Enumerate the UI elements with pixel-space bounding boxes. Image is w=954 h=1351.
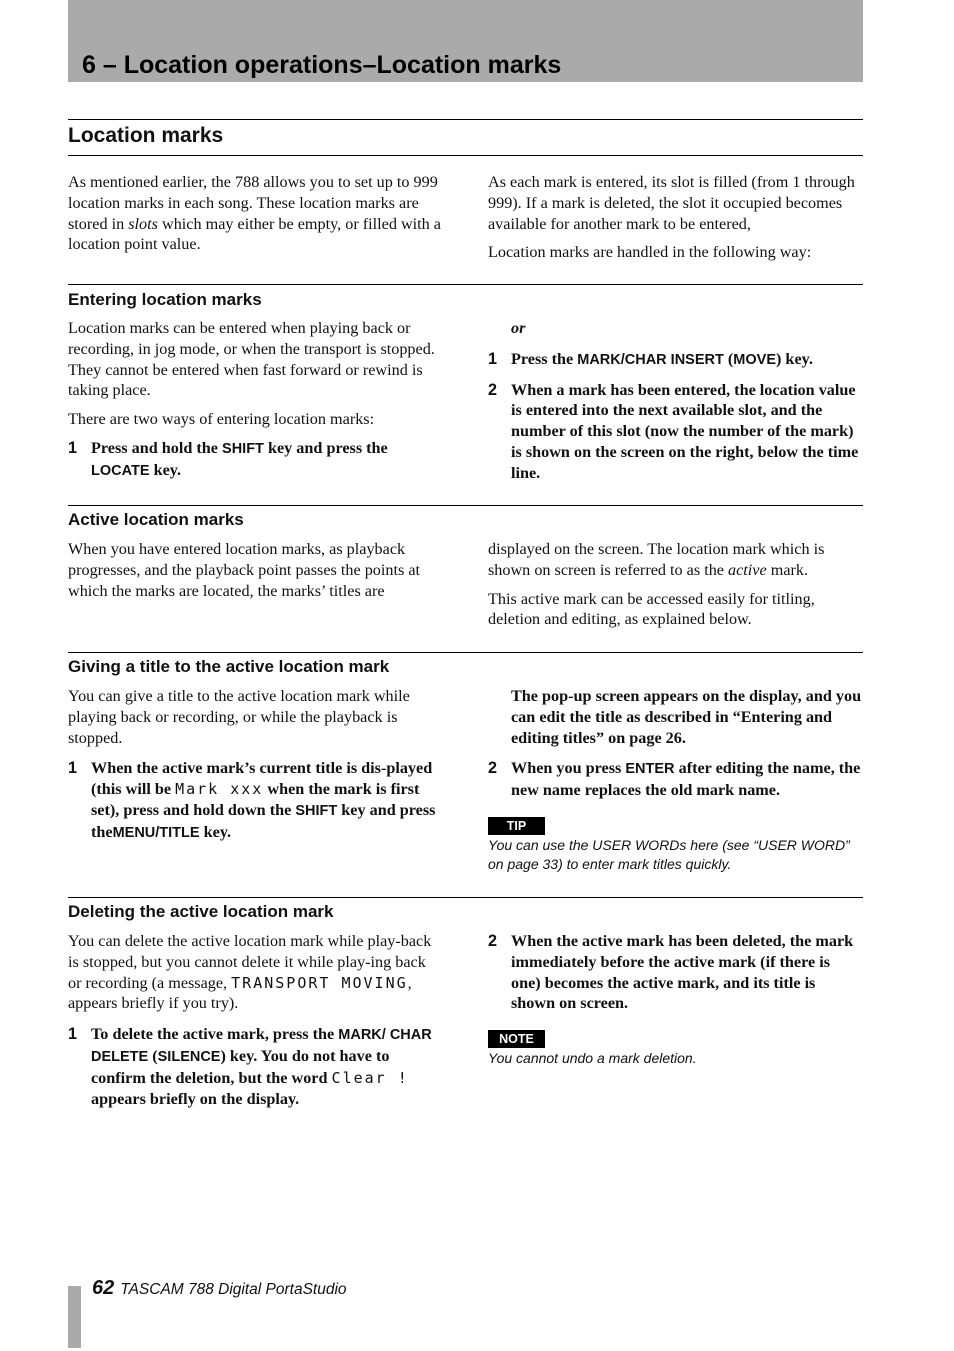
body-paragraph: You can delete the active location mark while play-back is stopped, but you cannot delete it while play-ing back or recording (a message, TRANSPORT MOVING, appears briefly if you try). [68, 932, 432, 1013]
note-box [488, 1028, 863, 1068]
key-name: SHIFT [295, 802, 338, 819]
subsection-rule [68, 897, 863, 898]
giving-left [68, 686, 443, 853]
step-number: 2 [488, 932, 498, 950]
tip-badge: TIP [488, 817, 545, 835]
product-name: TASCAM 788 Digital PortaStudio [120, 1281, 347, 1298]
step-item: 1 Press the MARK/CHAR INSERT (MOVE) key. [488, 349, 813, 368]
subsection-title-deleting: Deleting the active location mark [68, 902, 334, 921]
subsection-rule [68, 284, 863, 285]
key-name: SILENCE [157, 1048, 221, 1065]
lcd-text: TRANSPORT MOVING [231, 973, 408, 992]
intro-paragraph: As mentioned earlier, the 788 allows you to set up to 999 location marks in each song. These location marks are stored in slots which may either be empty, or filled with a location point value. [68, 173, 441, 254]
deleting-right [488, 931, 863, 1076]
key-name: SHIFT [222, 440, 264, 457]
lcd-text: Mark xxx [175, 780, 264, 799]
step-item: 1 Press and hold the SHIFT key and press the LOCATE key. [68, 438, 388, 479]
note-badge: NOTE [488, 1030, 545, 1048]
entering-left [68, 318, 443, 491]
section-rule-bottom [68, 155, 863, 156]
active-left [68, 539, 443, 609]
step-number: 1 [68, 759, 78, 778]
step-item: 2 When a mark has been entered, the location value is entered into the next available slot, and the number of this slot (now the number of the mark) is shown on the screen on the right, below the time line. [488, 380, 859, 482]
page-footer [92, 1277, 347, 1300]
body-paragraph: displayed on the screen. The location mark which is shown on screen is referred to as the active mark. [488, 540, 825, 579]
key-name: MOVE [733, 351, 776, 368]
page-number: 62 [92, 1277, 115, 1299]
key-name: ENTER [625, 761, 675, 778]
giving-right [488, 686, 863, 882]
intro-paragraph: Location marks are handled in the following way: [488, 243, 812, 262]
intro-right [488, 172, 863, 271]
step-number: 2 [488, 380, 498, 399]
body-paragraph: Location marks can be entered when playing back or recording, in jog mode, or when the transport is stopped. They cannot be entered when fast forward or rewind is taking place. [68, 319, 435, 400]
subsection-rule [68, 652, 863, 653]
deleting-left [68, 931, 443, 1118]
intro-left [68, 172, 443, 263]
step-number: 2 [488, 759, 498, 778]
tip-box [488, 815, 863, 874]
subsection-rule [68, 505, 863, 506]
lcd-text: Clear ! [331, 1068, 409, 1087]
subsection-title-entering: Entering location marks [68, 290, 262, 309]
section-rule-top [68, 119, 863, 120]
subsection-title-giving: Giving a title to the active location mark [68, 657, 390, 676]
key-name: MARK/ CHAR DELETE [91, 1027, 432, 1065]
key-name: MARK/CHAR INSERT [577, 351, 724, 368]
subsection-title-active: Active location marks [68, 510, 244, 529]
step-number: 1 [68, 1025, 78, 1044]
tip-text: You can use the USER WORDs here (see “USER WORD” on page 33) to enter mark titles quickly. [488, 836, 850, 872]
body-paragraph: You can give a title to the active location mark while playing back or recording, or while the playback is stopped. [68, 687, 410, 747]
key-name: MENU/TITLE [112, 824, 200, 841]
chapter-title: 6 – Location operations–Location marks [82, 51, 562, 79]
key-name: LOCATE [91, 462, 150, 479]
step-number: 1 [68, 438, 78, 457]
or-separator: or [511, 319, 526, 337]
footer-bar [68, 1286, 81, 1348]
step-number: 1 [488, 349, 498, 368]
intro-paragraph: As each mark is entered, its slot is filled (from 1 through 999). If a mark is deleted, the slot it occupied becomes available for another mark to be entered, [488, 173, 855, 233]
note-text: You cannot undo a mark deletion. [488, 1049, 697, 1066]
entering-right [488, 318, 863, 493]
body-paragraph: This active mark can be accessed easily for titling, deletion and editing, as explained below. [488, 589, 815, 629]
body-paragraph: When you have entered location marks, as playback progresses, and the playback point passes the points at which the marks are located, the marks’ titles are [68, 540, 420, 600]
step-item: 1 When the active mark’s current title is dis-played (this will be Mark xxx when the mark is first set), press and hold down the SHIFT key and press theMENU/TITLE key. [68, 759, 436, 841]
body-paragraph: There are two ways of entering location marks: [68, 410, 375, 429]
step-item: 2 When the active mark has been deleted, the mark immediately before the active mark (if there is one) becomes the active mark, and its title is shown on screen. [488, 932, 854, 1013]
step-item: 2 When you press ENTER after editing the name, the new name replaces the old mark name. [488, 759, 861, 800]
step-item: 1 To delete the active mark, press the MARK/ CHAR DELETE (SILENCE) key. You do not have to confirm the deletion, but the word Clear ! appears briefly on the display. [68, 1025, 432, 1108]
section-title: Location marks [68, 124, 224, 147]
step-continuation: The pop-up screen appears on the display, and you can edit the title as described in “Entering and editing titles” on page 26. [511, 687, 862, 747]
active-right [488, 539, 863, 638]
